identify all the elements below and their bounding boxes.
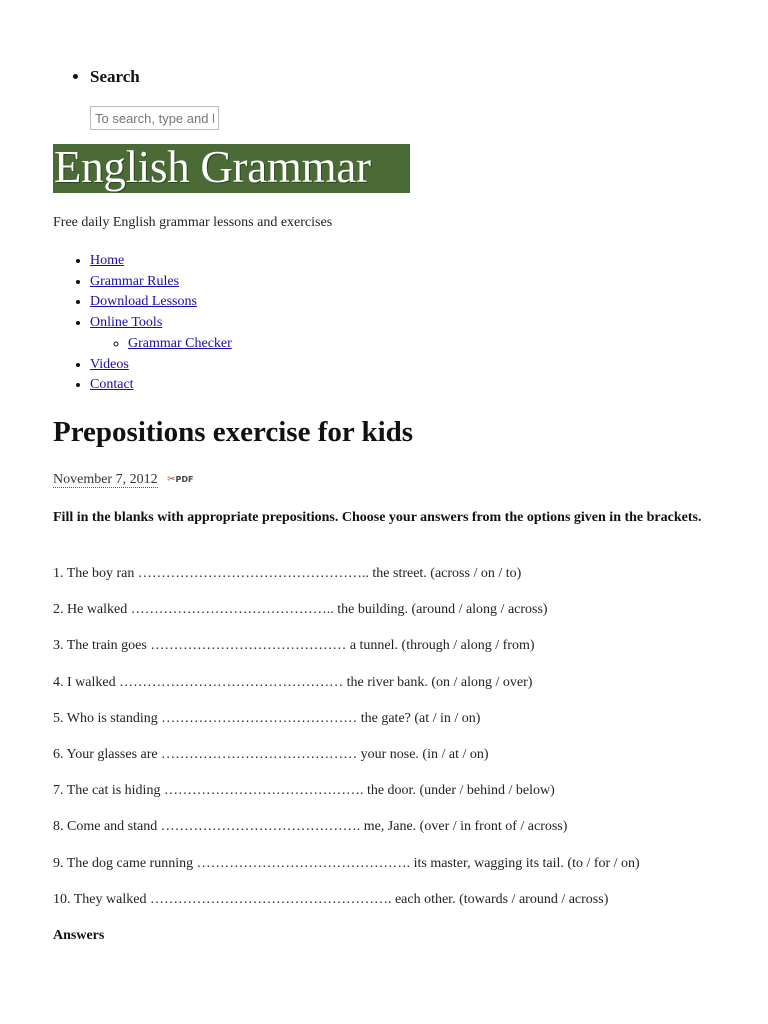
nav-item-home — [90, 251, 232, 272]
main-nav — [90, 251, 232, 396]
question-7: 7. The cat is hiding ……………………………………. the door. (under / behind / below) — [53, 783, 555, 798]
question-4: 4. I walked ………………………………………… the river bank. (on / along / over) — [53, 675, 533, 690]
post-meta — [53, 472, 193, 488]
search-heading: • Search — [90, 67, 140, 87]
nav-item-contact — [90, 375, 232, 396]
online-tools-submenu — [90, 334, 232, 355]
nav-link-online-tools[interactable]: Online Tools — [90, 315, 163, 331]
nav-link-contact[interactable]: Contact — [90, 377, 134, 393]
site-title[interactable]: English Grammar — [53, 144, 410, 193]
nav-item-grammar-rules — [90, 272, 232, 293]
question-6: 6. Your glasses are …………………………………… your nose. (in / at / on) — [53, 747, 489, 762]
nav-item-online-tools — [90, 313, 232, 354]
nav-link-grammar-rules[interactable]: Grammar Rules — [90, 273, 180, 289]
post-title: Prepositions exercise for kids — [53, 416, 414, 448]
question-3: 3. The train goes …………………………………… a tunnel. (through / along / from) — [53, 638, 535, 653]
nav-item-grammar-checker — [128, 334, 232, 355]
nav-link-grammar-checker[interactable]: Grammar Checker — [128, 335, 232, 351]
nav-link-videos[interactable]: Videos — [90, 356, 129, 372]
answers-heading: Answers — [53, 928, 105, 943]
question-9: 9. The dog came running ………………………………………. its master, wagging its tail. (to / for / on) — [53, 856, 640, 871]
question-8: 8. Come and stand ……………………………………. me, Jane. (over / in front of / across) — [53, 819, 568, 834]
search-input[interactable] — [90, 106, 219, 130]
question-5: 5. Who is standing …………………………………… the gate? (at / in / on) — [53, 711, 481, 726]
site-tagline: Free daily English grammar lessons and exercises — [53, 215, 333, 230]
post-date: November 7, 2012 — [53, 472, 158, 487]
nav-item-download-lessons — [90, 292, 232, 313]
nav-link-home[interactable]: Home — [90, 253, 125, 268]
pdf-label: PDF — [175, 475, 194, 484]
question-2: 2. He walked …………………………………….. the building. (around / along / across) — [53, 602, 548, 617]
pdf-download-link[interactable] — [167, 474, 193, 485]
question-1: 1. The boy ran ………………………………………….. the street. (across / on / to) — [53, 566, 522, 581]
nav-item-videos — [90, 355, 232, 376]
exercise-instructions: Fill in the blanks with appropriate prepositions. Choose your answers from the options given in the brackets. — [53, 510, 702, 525]
pdf-icon: ✂ — [167, 474, 176, 485]
search-widget — [90, 67, 140, 87]
question-10: 10. They walked ……………………………………………. each other. (towards / around / across) — [53, 892, 609, 907]
nav-link-download-lessons[interactable]: Download Lessons — [90, 294, 197, 310]
